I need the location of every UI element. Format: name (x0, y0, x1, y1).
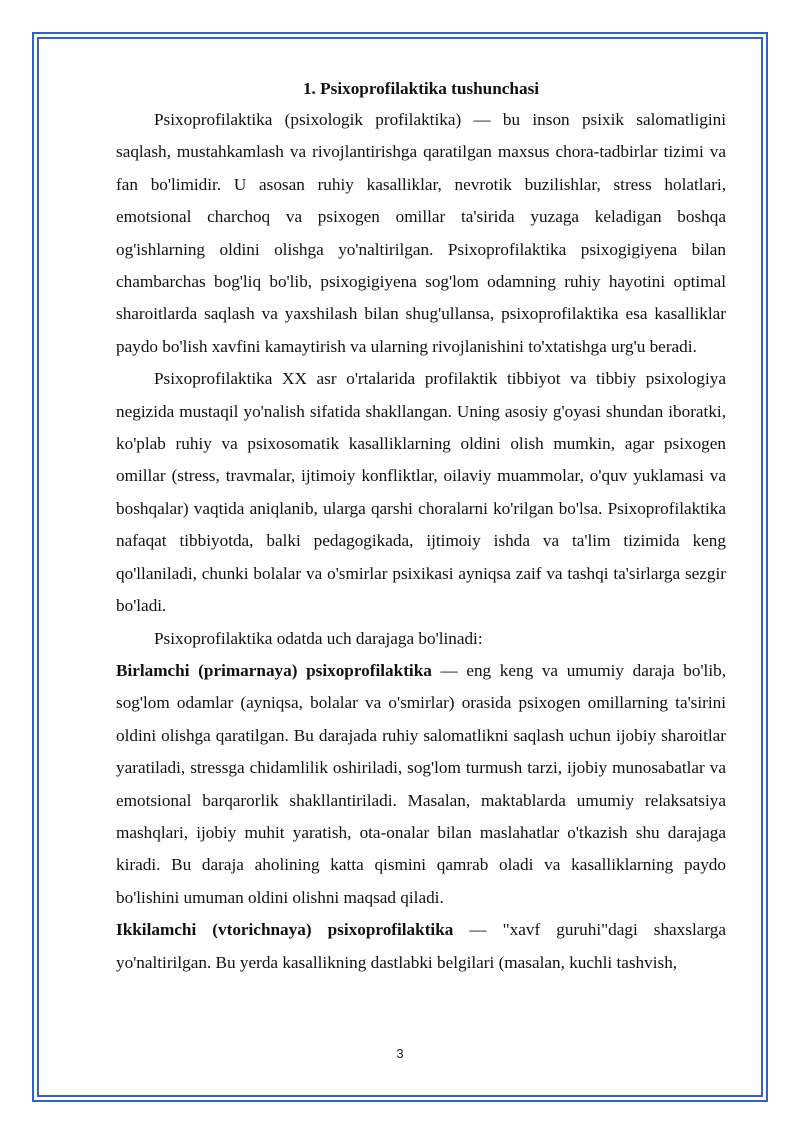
secondary-level-term: Ikkilamchi (vtorichnaya) psixoprofilaktika (116, 920, 454, 940)
paragraph-definition: Psixoprofilaktika (psixologik profilaktika) — bu inson psixik salomatligini saqlash, mustahkamlash va rivojlantirishga qaratilgan maxsus chora-tadbirlar tizimi va fan bo'limidir. U asosan ruhiy kasalliklar, nevrotik buzilishlar, stress holatlari, emotsional charchoq va psixogen omillar ta'sirida yuzaga keladigan boshqa og'ishlarning oldini olishga yo'naltirilgan. Psixoprofilaktika psixogigiyena bilan chambarchas bog'liq bo'lib, psixogigiyena sog'lom odamning ruhiy hayotini optimal sharoitlarda saqlash va yaxshilash bilan shug'ullansa, psixoprofilaktika esa kasalliklar paydo bo'lish xavfini kamaytirish va ularning rivojlanishini to'xtatishga urg'u beradi. (116, 110, 726, 356)
paragraph-history: Psixoprofilaktika XX asr o'rtalarida profilaktik tibbiyot va tibbiy psixologiya negizida mustaqil yo'nalish sifatida shakllangan. Uning asosiy g'oyasi shundan iboratki, ko'plab ruhiy va psixosomatik kasalliklarning oldini olish mumkin, agar psixogen omillar (stress, travmalar, ijtimoiy konfliktlar, oilaviy muammolar, o'quv yuklamasi va boshqalar) vaqtida aniqlanib, ularga qarshi choralarni ko'rilgan bo'lsa. Psixoprofilaktika nafaqat tibbiyotda, balki pedagogikada, ijtimoiy ishda va ta'lim tizimida keng qo'llaniladi, chunki bolalar va o'smirlar psixikasi ayniqsa zaif va tashqi ta'sirlarga sezgir bo'ladi. (116, 369, 726, 616)
paragraph-primary-level (116, 655, 726, 914)
page-number: 3 (396, 1046, 404, 1061)
document-body (116, 74, 726, 979)
paragraph-levels-intro: Psixoprofilaktika odatda uch darajaga bo'linadi: (154, 628, 483, 648)
section-heading: 1. Psixoprofilaktika tushunchasi (302, 79, 540, 98)
primary-level-text: — eng keng va umumiy daraja bo'lib, sog'lom odamlar (ayniqsa, bolalar va o'smirlar) orasida psixogen omillarning ta'sirini oldini olishga qaratilgan. Bu darajada ruhiy salomatlikni saqlash uchun ijobiy sharoitlar yaratiladi, stressga chidamlilik oshiriladi, sog'lom turmush tarzi, ijobiy munosabatlar va emotsional barqarorlik shakllantiriladi. Masalan, maktablarda umumiy relaksatsiya mashqlari, ijobiy muhit yaratish, ota-onalar bilan maslahatlar o'tkazish shu darajaga kiradi. Bu daraja aholining katta qismini qamrab oladi va kasalliklarning paydo bo'lishini umuman oldini olishni maqsad qiladi. (116, 660, 726, 907)
primary-level-term: Birlamchi (primarnaya) psixoprofilaktika (116, 660, 432, 680)
secondary-level-text: — "xavf guruhi"dagi shaxslarga yo'naltirilgan. Bu yerda kasallikning dastlabki belgilari (masalan, kuchli tashvish, (116, 920, 726, 972)
paragraph-secondary-level (116, 914, 726, 979)
